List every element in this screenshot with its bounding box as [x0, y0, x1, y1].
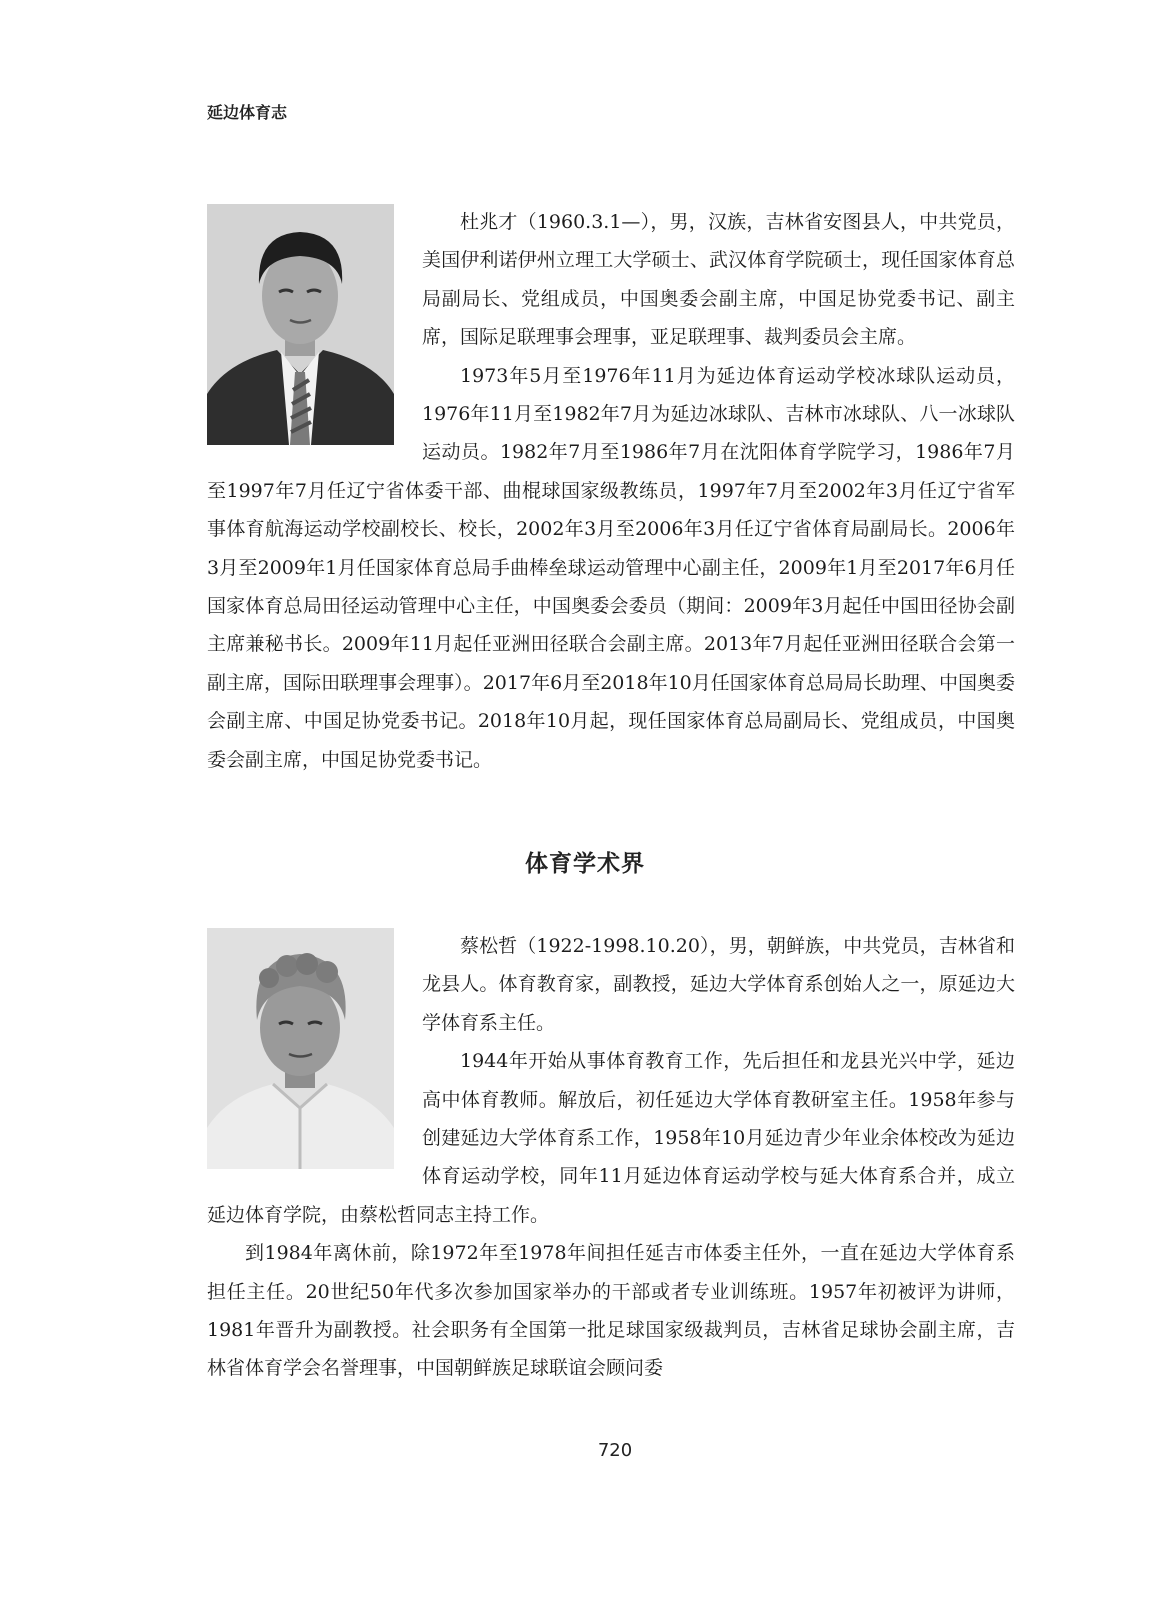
bio-paragraph: 杜兆才（1960.3.1—），男，汉族，吉林省安图县人，中共党员，美国伊利诺伊州立理工大学硕士、武汉体育学院硕士，现任国家体育总局副局长、党组成员，中国奥委会副主席，中国足协党委书记、副主席，国际足联理事会理事，亚足联理事、裁判委员会主席。	[422, 211, 1015, 349]
bio-paragraph: 到1984年离休前，除1972年至1978年间担任延吉市体委主任外，一直在延边大学体育系担任主任。20世纪50年代多次参加国家举办的干部或者专业训练班。1957年初被评为讲师，1981年晋升为副教授。社会职务有全国第一批足球国家级裁判员，吉林省足球协会副主席，吉林省体育学会名誉理事，中国朝鲜族足球联谊会顾问委	[207, 1242, 1015, 1380]
bio-paragraph: 1944年开始从事体育教育工作，先后担任和龙县光兴中学，延边高中体育教师。解放后，初任延边大学体育教研室主任。1958年参与创建延边大学体育系工作，1958年10月延边青少年业余体校改为延边体育运动学校，同年11月延边体育运动学校与延大体育系合并，成立延边体育学院，由蔡松哲同志主持工作。	[207, 1050, 1015, 1226]
bio-paragraph: 蔡松哲（1922-1998.10.20），男，朝鲜族，中共党员，吉林省和龙县人。体育教育家，副教授，延边大学体育系创始人之一，原延边大学体育系主任。	[422, 935, 1015, 1034]
portrait-du-zhaocai	[207, 204, 394, 445]
bio-paragraph: 1973年5月至1976年11月为延边体育运动学校冰球队运动员，1976年11月至1982年7月为延边冰球队、吉林市冰球队、八一冰球队运动员。1982年7月至1986年7月在沈阳体育学院学习，1986年7月至1997年7月任辽宁省体委干部、曲棍球国家级教练员，1997年7月至2002年3月任辽宁省军事体育航海运动学校副校长、校长，2002年3月至2006年3月任辽宁省体育局副局长。2006年3月至2009年1月任国家体育总局手曲棒垒球运动管理中心副主任，2009年1月至2017年6月任国家体育总局田径运动管理中心主任，中国奥委会委员（期间：2009年3月起任中国田径协会副主席兼秘书长。2009年11月起任亚洲田径联合会副主席。2013年7月起任亚洲田径联合会第一副主席，国际田联理事会理事）。2017年6月至2018年10月任国家体育总局局长助理、中国奥委会副主席、中国足协党委书记。2018年10月起，现任国家体育总局副局长、党组成员，中国奥委会副主席，中国足协党委书记。	[207, 364, 1015, 771]
portrait-photo	[207, 928, 394, 1169]
portrait-photo	[207, 204, 394, 445]
section-title: 体育学术界	[525, 851, 645, 877]
biography-entry-cai-songzhe	[207, 927, 1015, 1388]
page-number: 720	[597, 1440, 633, 1461]
biography-entry-du-zhaocai	[207, 203, 1015, 779]
portrait-cai-songzhe	[207, 928, 394, 1169]
running-header: 延边体育志	[207, 103, 288, 122]
